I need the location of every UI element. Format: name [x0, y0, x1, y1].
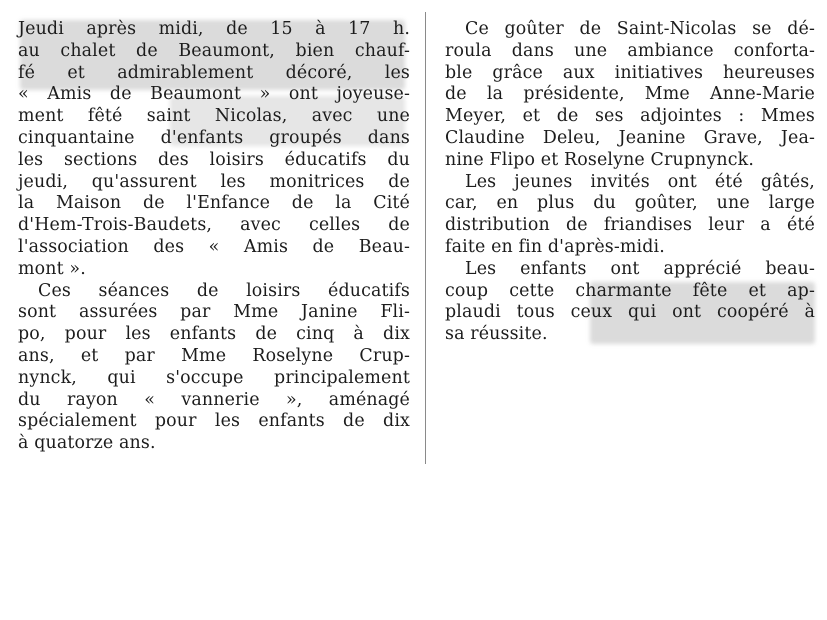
- text-line: plaudi tous ceux qui ont coopéré à: [445, 302, 815, 323]
- text-line: nine Flipo et Roselyne Crupnynck.: [445, 149, 755, 170]
- text-line: les sections des loisirs éducatifs du: [18, 149, 410, 170]
- article-paragraph: [18, 281, 410, 455]
- text-line: ble grâce aux initiatives heureuses: [445, 62, 815, 83]
- text-line: ment fêté saint Nicolas, avec une: [18, 106, 410, 127]
- article-left-column: [18, 19, 410, 455]
- text-line: Jeudi après midi, de 15 à 17 h.: [18, 19, 410, 39]
- article-paragraph: [445, 172, 815, 259]
- text-line: po, pour les enfants de cinq à dix: [18, 324, 410, 345]
- text-line: au chalet de Beaumont, bien chauf-: [18, 40, 410, 61]
- text-line: Ce goûter de Saint-Nicolas se dé-: [465, 19, 815, 39]
- text-line: spécialement pour les enfants de dix: [18, 411, 410, 432]
- text-line: nynck, qui s'occupe principalement: [18, 367, 410, 388]
- text-line: faite en fin d'après-midi.: [445, 236, 665, 257]
- text-line: sont assurées par Mme Janine Fli-: [18, 302, 410, 323]
- article-paragraph: [18, 19, 410, 281]
- article-paragraph: [445, 19, 815, 172]
- text-line: sa réussite.: [445, 324, 548, 345]
- text-line: Meyer, et de ses adjointes : Mmes: [445, 106, 815, 127]
- text-line: à quatorze ans.: [18, 433, 156, 454]
- text-line: d'Hem-Trois-Baudets, avec celles de: [18, 215, 410, 236]
- column-divider: [425, 12, 426, 464]
- text-line: la Maison de l'Enfance de la Cité: [18, 193, 410, 214]
- text-line: distribution de friandises leur a été: [445, 215, 815, 236]
- text-line: « Amis de Beaumont » ont joyeuse-: [18, 84, 410, 105]
- text-line: roula dans une ambiance conforta-: [445, 40, 815, 61]
- text-line: Ces séances de loisirs éducatifs: [38, 280, 410, 301]
- text-line: de la présidente, Mme Anne-Marie: [445, 84, 815, 105]
- text-line: mont ».: [18, 258, 86, 279]
- text-line: ans, et par Mme Roselyne Crup-: [18, 345, 410, 366]
- text-line: Claudine Deleu, Jeanine Grave, Jea-: [445, 127, 815, 148]
- text-line: jeudi, qu'assurent les monitrices de: [18, 171, 410, 192]
- text-line: du rayon « vannerie », aménagé: [18, 389, 410, 410]
- article-paragraph: [445, 259, 815, 346]
- text-line: l'association des « Amis de Beau-: [18, 236, 410, 257]
- text-line: car, en plus du goûter, une large: [445, 193, 815, 214]
- text-line: Les enfants ont apprécié beau-: [465, 258, 815, 279]
- text-line: Les jeunes invités ont été gâtés,: [465, 171, 815, 192]
- text-line: coup cette charmante fête et ap-: [445, 280, 815, 301]
- text-line: cinquantaine d'enfants groupés dans: [18, 127, 410, 148]
- article-right-column: [445, 19, 815, 346]
- text-line: fé et admirablement décoré, les: [18, 62, 410, 83]
